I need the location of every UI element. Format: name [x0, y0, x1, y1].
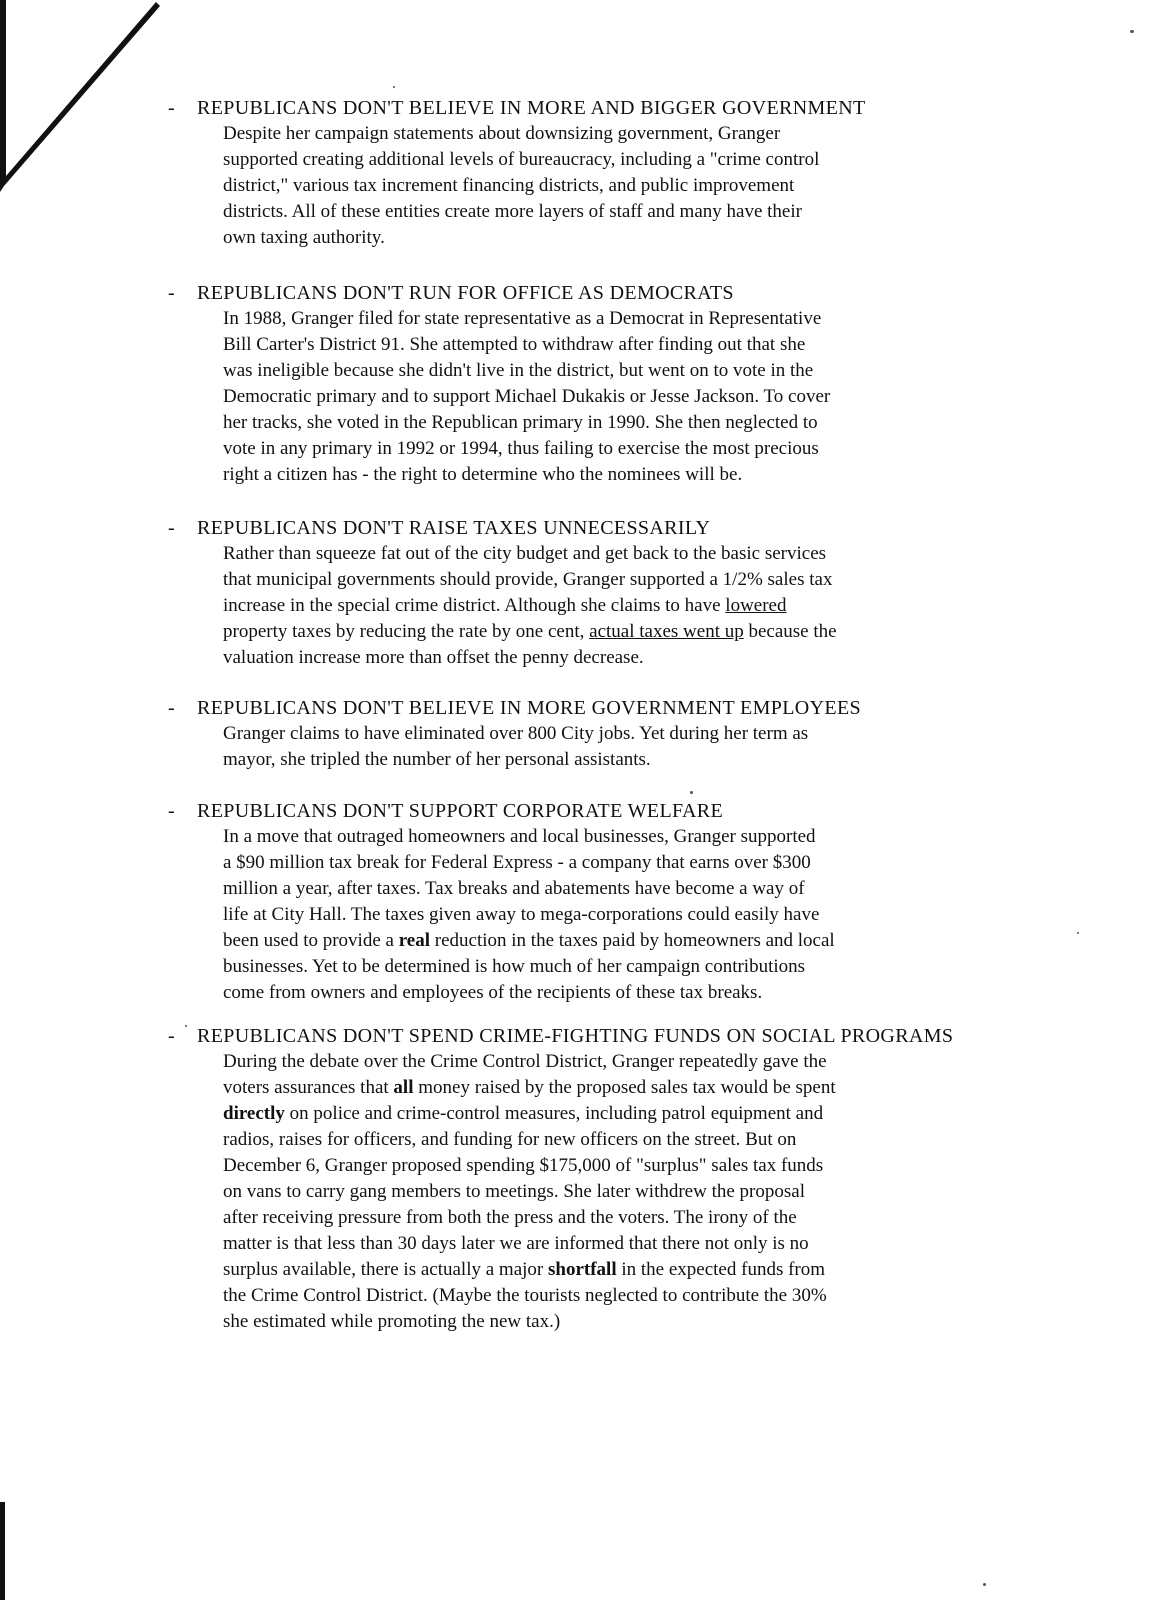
section-crime-fighting-funds [168, 1023, 1068, 1335]
body-line: was ineligible because she didn't live in the district, but went on to vote in the [223, 360, 814, 381]
body-line: Democratic primary and to support Michael Dukakis or Jesse Jackson. To cover [223, 386, 831, 407]
body-line: come from owners and employees of the recipients of these tax breaks. [223, 982, 763, 1003]
body-line: right a citizen has - the right to determine who the nominees will be. [223, 464, 743, 485]
bullet-dash: - [168, 1025, 176, 1047]
body-line: Bill Carter's District 91. She attempted to withdraw after finding out that she [223, 334, 806, 355]
body-line [168, 928, 1068, 954]
text-run: surplus available, there is actually a major [223, 1259, 548, 1280]
speck [1130, 30, 1134, 33]
heading-text: REPUBLICANS DON'T RUN FOR OFFICE AS DEMOCRATS [197, 282, 734, 304]
body-line: that municipal governments should provide, Granger supported a 1/2% sales tax [223, 569, 833, 590]
speck [1077, 932, 1079, 934]
section-heading [168, 798, 1068, 824]
text-run: on police and crime-control measures, including patrol equipment and [284, 1103, 824, 1124]
section-raise-taxes [168, 515, 1068, 671]
body-line: In 1988, Granger filed for state representative as a Democrat in Representative [223, 308, 822, 329]
text-run: in the expected funds from [616, 1259, 826, 1280]
section-bigger-government [168, 95, 1068, 251]
section-heading [168, 280, 1068, 306]
text-run: voters assurances that [223, 1077, 394, 1098]
heading-text: REPUBLICANS DON'T SPEND CRIME-FIGHTING FUNDS ON SOCIAL PROGRAMS [197, 1025, 954, 1047]
bold-text: shortfall [548, 1259, 617, 1280]
underlined-text: lowered [725, 595, 787, 616]
section-heading [168, 95, 1068, 121]
body-line: During the debate over the Crime Control District, Granger repeatedly gave the [223, 1051, 827, 1072]
section-heading [168, 1023, 1068, 1049]
corner-stroke-mark [0, 0, 170, 200]
body-line: own taxing authority. [223, 227, 385, 248]
text-run: because the [743, 621, 837, 642]
text-run: been used to provide a [223, 930, 399, 951]
body-line: districts. All of these entities create more layers of staff and many have their [223, 201, 802, 222]
body-line: matter is that less than 30 days later we are informed that there not only is no [223, 1233, 809, 1254]
bold-text: real [398, 930, 431, 951]
bold-text: all [393, 1077, 414, 1098]
body-line [168, 1101, 1068, 1127]
speck [983, 1583, 986, 1586]
bullet-dash: - [168, 697, 176, 719]
body-line [168, 593, 1068, 619]
bullet-dash: - [168, 800, 176, 822]
body-line: supported creating additional levels of bureaucracy, including a "crime control [223, 149, 820, 170]
body-line: valuation increase more than offset the penny decrease. [223, 647, 644, 668]
edge-bar-mark [0, 1502, 5, 1600]
body-line: she estimated while promoting the new tax.) [223, 1311, 561, 1332]
body-line: after receiving pressure from both the press and the voters. The irony of the [223, 1207, 797, 1228]
section-heading [168, 515, 1068, 541]
body-line: the Crime Control District. (Maybe the tourists neglected to contribute the 30% [223, 1285, 827, 1306]
body-line: businesses. Yet to be determined is how much of her campaign contributions [223, 956, 806, 977]
body-line [168, 1075, 1068, 1101]
heading-text: REPUBLICANS DON'T BELIEVE IN MORE AND BIGGER GOVERNMENT [197, 97, 866, 119]
body-line: district," various tax increment financing districts, and public improvement [223, 175, 795, 196]
body-line: radios, raises for officers, and funding for new officers on the street. But on [223, 1129, 797, 1150]
body-line: Rather than squeeze fat out of the city budget and get back to the basic services [223, 543, 827, 564]
section-heading [168, 695, 1068, 721]
body-line: Despite her campaign statements about downsizing government, Granger [223, 123, 781, 144]
body-line [168, 619, 1068, 645]
bullet-dash: - [168, 282, 176, 304]
text-run: increase in the special crime district. Although she claims to have [223, 595, 726, 616]
bullet-dash: - [168, 97, 176, 119]
section-government-employees [168, 695, 1068, 773]
body-line: Granger claims to have eliminated over 800 City jobs. Yet during her term as [223, 723, 809, 744]
body-line: mayor, she tripled the number of her personal assistants. [223, 749, 651, 770]
speck [393, 86, 395, 88]
heading-text: REPUBLICANS DON'T RAISE TAXES UNNECESSARILY [197, 517, 711, 539]
body-line [168, 1257, 1068, 1283]
body-line: life at City Hall. The taxes given away to mega-corporations could easily have [223, 904, 820, 925]
heading-text: REPUBLICANS DON'T SUPPORT CORPORATE WELFARE [197, 800, 724, 822]
underlined-text: actual taxes went up [589, 621, 744, 642]
bold-text: directly [223, 1103, 285, 1124]
body-line: million a year, after taxes. Tax breaks and abatements have become a way of [223, 878, 805, 899]
body-line: on vans to carry gang members to meetings. She later withdrew the proposal [223, 1181, 805, 1202]
speck [690, 791, 693, 794]
body-line: her tracks, she voted in the Republican primary in 1990. She then neglected to [223, 412, 818, 433]
body-line: December 6, Granger proposed spending $175,000 of "surplus" sales tax funds [223, 1155, 824, 1176]
section-corporate-welfare [168, 798, 1068, 1006]
section-run-as-democrats [168, 280, 1068, 488]
body-line: a $90 million tax break for Federal Express - a company that earns over $300 [223, 852, 811, 873]
text-run: reduction in the taxes paid by homeowners and local [430, 930, 835, 951]
heading-text: REPUBLICANS DON'T BELIEVE IN MORE GOVERNMENT EMPLOYEES [197, 697, 861, 719]
text-run: money raised by the proposed sales tax would be spent [413, 1077, 836, 1098]
text-run: property taxes by reducing the rate by one cent, [223, 621, 590, 642]
body-line: vote in any primary in 1992 or 1994, thus failing to exercise the most precious [223, 438, 819, 459]
body-line: In a move that outraged homeowners and local businesses, Granger supported [223, 826, 816, 847]
bullet-dash: - [168, 517, 176, 539]
